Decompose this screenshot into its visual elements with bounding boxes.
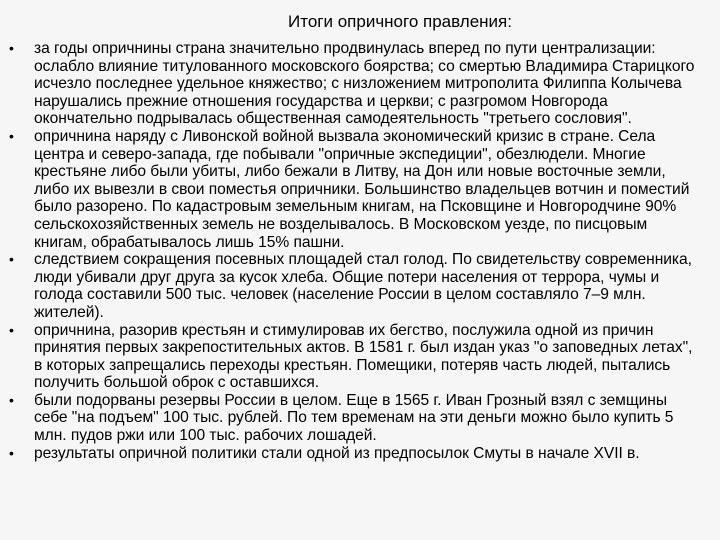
- list-item: [0, 128, 720, 251]
- list-item-text: следствием сокращения посевных площадей стал голод. По свидетельству современника, люди убивали друг друга за кусок хлеба. Общие потери населения от террора, чумы и голода составили 500 тыс. человек (население России в целом составляло 7–9 млн. жителей).: [34, 251, 692, 321]
- bullet-icon: •: [9, 444, 14, 461]
- bullet-icon: •: [9, 127, 14, 144]
- list-item: [0, 392, 720, 445]
- bullet-icon: •: [9, 251, 14, 268]
- bullet-icon: •: [9, 40, 14, 56]
- list-item: [0, 251, 720, 321]
- list-item-text: результаты опричной политики стали одной из предпосылок Смуты в начале XVII в.: [34, 444, 640, 462]
- list-item-text: опричнина наряду с Ливонской войной вызвала экономический кризис в стране. Села центра и северо-запада, где побывали "опричные экспедиции", обезлюдели. Многие крестьяне либо были убиты, либо бежали в Литву, на Дон или новые восточные земли, либо их вывезли в свои поместья опричники. Большинство владельцев вотчин и поместий было разорено. По кадастровым земельным книгам, на Псковщине и Новгородчине 90% сельскохозяйственных земель не возделывалось. В Московском уезде, по писцовым книгам, обрабатывалось лишь 15% пашни.: [34, 127, 690, 251]
- list-item: [0, 40, 720, 128]
- list-item: [0, 322, 720, 392]
- bullet-icon: •: [9, 391, 14, 408]
- list-item-text: опричнина, разорив крестьян и стимулировав их бегство, послужила одной из причин принятия первых закрепостительных актов. В 1581 г. был издан указ "о заповедных летах", в которых запрещались переходы крестьян. Помещики, потеряв часть людей, пытались получить большой оброк с оставшихся.: [34, 321, 693, 392]
- list-item-text: за годы опричнины страна значительно продвинулась вперед по пути централизации: ослабло влияние титулованного московского боярства; со смертью Владимира Старицкого исчезло последнее удельное княжество; с низложением митрополита Филиппа Колычева нарушались прежние отношения государства и церкви; с разгромом Новгорода окончательно подрывалась общественная самодеятельность "третьего сословия".: [34, 40, 695, 128]
- list-item-text: были подорваны резервы России в целом. Еще в 1565 г. Иван Грозный взял с земщины себе "на подъем" 100 тыс. рублей. По тем временам на эти деньги можно было купить 5 млн. пудов ржи или 100 тыс. рабочих лошадей.: [34, 391, 674, 445]
- bullet-icon: •: [9, 321, 14, 338]
- list-item: [0, 445, 720, 463]
- bullet-list: [0, 40, 720, 462]
- slide-title: Итоги опричного правления:: [288, 12, 512, 31]
